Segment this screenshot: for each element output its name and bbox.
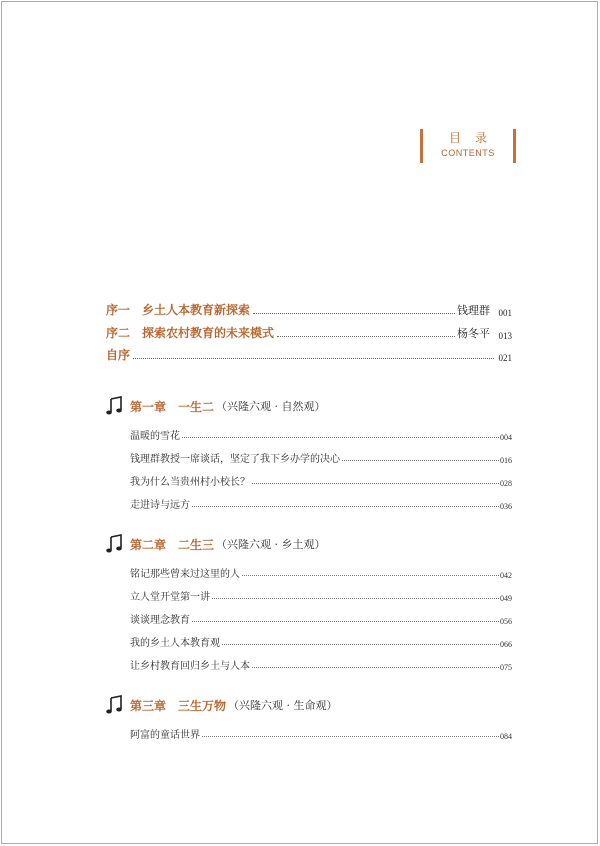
preface-author: 钱理群 — [457, 304, 490, 317]
entry-title: 我的乡土人本教育观 — [130, 638, 220, 649]
entry-title: 钱理群教授一席谈话，坚定了我下乡办学的决心 — [130, 454, 340, 465]
page-number: 013 — [498, 331, 512, 341]
music-note-icon — [104, 534, 124, 554]
toc-entry[interactable] — [130, 654, 512, 672]
toc-preface-self[interactable] — [106, 343, 512, 363]
preface-title: 序一 乡土人本教育新探索 — [106, 303, 251, 317]
chapter-title: 一生二 — [178, 399, 215, 414]
dot-leader — [252, 667, 499, 668]
page-number: 021 — [498, 353, 512, 363]
page-number: 028 — [500, 479, 512, 488]
entry-title: 我为什么当贵州村小校长？ — [130, 477, 250, 488]
dot-leader — [212, 598, 499, 599]
entry-title: 立人堂开堂第一讲 — [130, 592, 210, 603]
chapter-number: 第一章 — [130, 399, 167, 414]
toc-entry[interactable] — [130, 723, 512, 741]
page-number: 016 — [500, 456, 512, 465]
dot-leader — [277, 336, 455, 337]
page-number: 075 — [500, 663, 512, 672]
chapter-1-heading[interactable] — [104, 396, 326, 416]
dot-leader — [192, 621, 499, 622]
entry-title: 走进诗与远方 — [130, 500, 190, 511]
toc-entry[interactable] — [130, 447, 512, 465]
entry-title: 谈谈理念教育 — [130, 615, 190, 626]
page-number: 004 — [500, 433, 512, 442]
toc-entry[interactable] — [130, 608, 512, 626]
dot-leader — [192, 506, 499, 507]
chapter-3-heading[interactable] — [104, 695, 338, 715]
toc-entry[interactable] — [130, 562, 512, 580]
page-number: 066 — [500, 640, 512, 649]
page-number: 049 — [500, 594, 512, 603]
toc-entry[interactable] — [130, 493, 512, 511]
toc-title: 目录 — [448, 131, 501, 145]
toc-entry[interactable] — [130, 631, 512, 649]
toc-entry[interactable] — [130, 424, 512, 442]
entry-title: 阿富的童话世界 — [130, 730, 200, 741]
dot-leader — [182, 437, 499, 438]
page-number: 042 — [500, 571, 512, 580]
dot-leader — [242, 575, 499, 576]
chapter-subtitle: （兴隆六观 · 生命观） — [228, 699, 338, 712]
chapter-number: 第三章 — [130, 698, 167, 713]
page-number: 056 — [500, 617, 512, 626]
dot-leader — [342, 460, 499, 461]
toc-header — [420, 129, 516, 163]
entry-title: 温暖的雪花 — [130, 431, 180, 442]
chapter-2-heading[interactable] — [104, 534, 326, 554]
toc-subtitle: CONTENTS — [441, 148, 495, 158]
toc-entry[interactable] — [130, 470, 512, 488]
chapter-number: 第二章 — [130, 537, 167, 552]
preface-author: 杨冬平 — [457, 327, 490, 340]
preface-title: 序二 探索农村教育的未来模式 — [106, 326, 275, 340]
dot-leader — [133, 358, 494, 359]
chapter-subtitle: （兴隆六观 · 乡土观） — [216, 538, 326, 551]
toc-preface-1[interactable] — [106, 298, 512, 318]
entry-title: 铭记那些曾来过这里的人 — [130, 569, 240, 580]
entry-title: 让乡村教育回归乡土与人本 — [130, 661, 250, 672]
page-border — [1, 1, 598, 844]
chapter-title: 二生三 — [178, 537, 215, 552]
dot-leader — [253, 313, 455, 314]
chapter-title: 三生万物 — [178, 698, 227, 713]
dot-leader — [222, 644, 499, 645]
dot-leader — [252, 483, 499, 484]
dot-leader — [202, 736, 499, 737]
chapter-subtitle: （兴隆六观 · 自然观） — [216, 400, 326, 413]
page-number: 036 — [500, 502, 512, 511]
toc-preface-2[interactable] — [106, 321, 512, 341]
music-note-icon — [104, 396, 124, 416]
toc-entry[interactable] — [130, 585, 512, 603]
music-note-icon — [104, 695, 124, 715]
page-number: 084 — [500, 732, 512, 741]
page-number: 001 — [498, 308, 512, 318]
preface-title: 自序 — [106, 348, 131, 362]
